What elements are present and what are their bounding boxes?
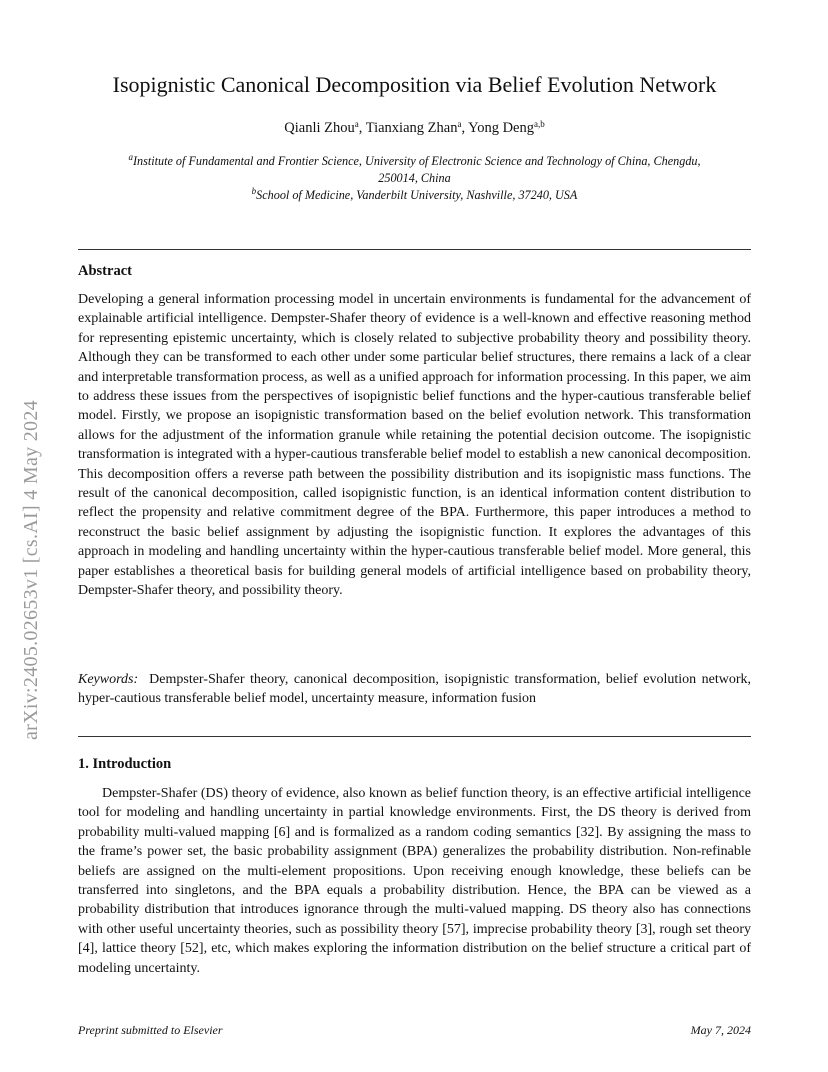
introduction-text: Dempster-Shafer (DS) theory of evidence, also known as belief function theory, is an effective artificial intelligence tool for modeling and handling uncertainty in partial knowledge environments. First, the DS theory is derived from probability multi-valued mapping [6] and is formalized as a random coding semantics [32]. By assigning the mass to the frame’s power set, the basic probability assignment (BPA) generalizes the probability distribution. Non-refinable beliefs are assigned on the multi-element propositions. Upon receiving enough knowledge, these beliefs can be transferred into singletons, and the BPA equals a probability distribution. Hence, the BPA can be viewed as a probability distribution that introduces ignorance through the multi-valued mapping. DS theory also has connections with other useful uncertainty theories, such as possibility theory [57], imprecise probability theory [3], rough set theory [4], lattice theory [52], etc, which makes exploring the information distribution on the belief structure a critical part of modeling uncertainty. xyxy=(78,786,751,976)
introduction-heading: 1. Introduction xyxy=(78,756,172,772)
author: Tianxiang Zhan$^a$, xyxy=(365,119,469,136)
abstract-heading: Abstract xyxy=(78,263,132,279)
arxiv-identifier: arXiv:2405.02653v1 [cs.AI] 4 May 2024 xyxy=(20,400,42,740)
keywords-label: Keywords: xyxy=(78,672,139,687)
affiliation-a: $^a$Institute of Fundamental and Frontier Science, University of Electronic Science and Technology of China, Chengdu, 250014, China xyxy=(128,152,701,185)
author-list xyxy=(78,120,751,137)
keywords-text: Dempster-Shafer theory, canonical decomposition, isopignistic transformation, belief evolution network, hyper-cautious transferable belief model, uncertainty measure, information fusion xyxy=(78,672,751,707)
divider-bottom xyxy=(78,736,751,737)
footer-date: May 7, 2024 xyxy=(690,1023,751,1037)
keywords xyxy=(78,670,751,709)
author: Qianli Zhou$^a$, xyxy=(284,119,366,136)
affiliation-b: $^b$School of Medicine, Vanderbilt University, Nashville, 37240, USA xyxy=(251,186,578,202)
abstract-text: Developing a general information processing model in uncertain environments is fundamental for the advancement of explainable artificial intelligence. Dempster-Shafer theory of evidence is a well-known and effective reasoning method for representing epistemic uncertainty, which is closely related to subjective probability theory and possibility theory. Although they can be transformed to each other under some particular belief structures, there remains a lack of a clear and interpretable transformation process, as well as a unified approach for information processing. In this paper, we aim to address these issues from the perspectives of isopignistic belief functions and the hyper-cautious transferable belief model. Firstly, we propose an isopignistic transformation based on the belief evolution network. This transformation allows for the adjustment of the information granule while retaining the potential decision outcome. The isopignistic transformation is integrated with a hyper-cautious transferable belief model to establish a new canonical decomposition. This decomposition offers a reverse path between the possibility distribution and its isopignistic mass functions. The result of the canonical decomposition, called isopignistic function, is an identical information content distribution to reflect the propensity and relative commitment degree of the BPA. Furthermore, this paper introduces a method to reconstruct the basic belief assignment by adjusting the isopignistic function. It explores the advantages of this approach in modeling and handling uncertainty within the hyper-cautious transferable belief model. More general, this paper establishes a theoretical basis for building general models of artificial intelligence based on probability theory, Dempster-Shafer theory, and possibility theory. xyxy=(78,292,751,599)
divider-top xyxy=(78,249,751,250)
paper-title: Isopignistic Canonical Decomposition via Belief Evolution Network xyxy=(112,72,717,97)
author: Yong Deng$^{a,b}$ xyxy=(468,119,545,136)
footer-preprint-note: Preprint submitted to Elsevier xyxy=(78,1023,223,1037)
